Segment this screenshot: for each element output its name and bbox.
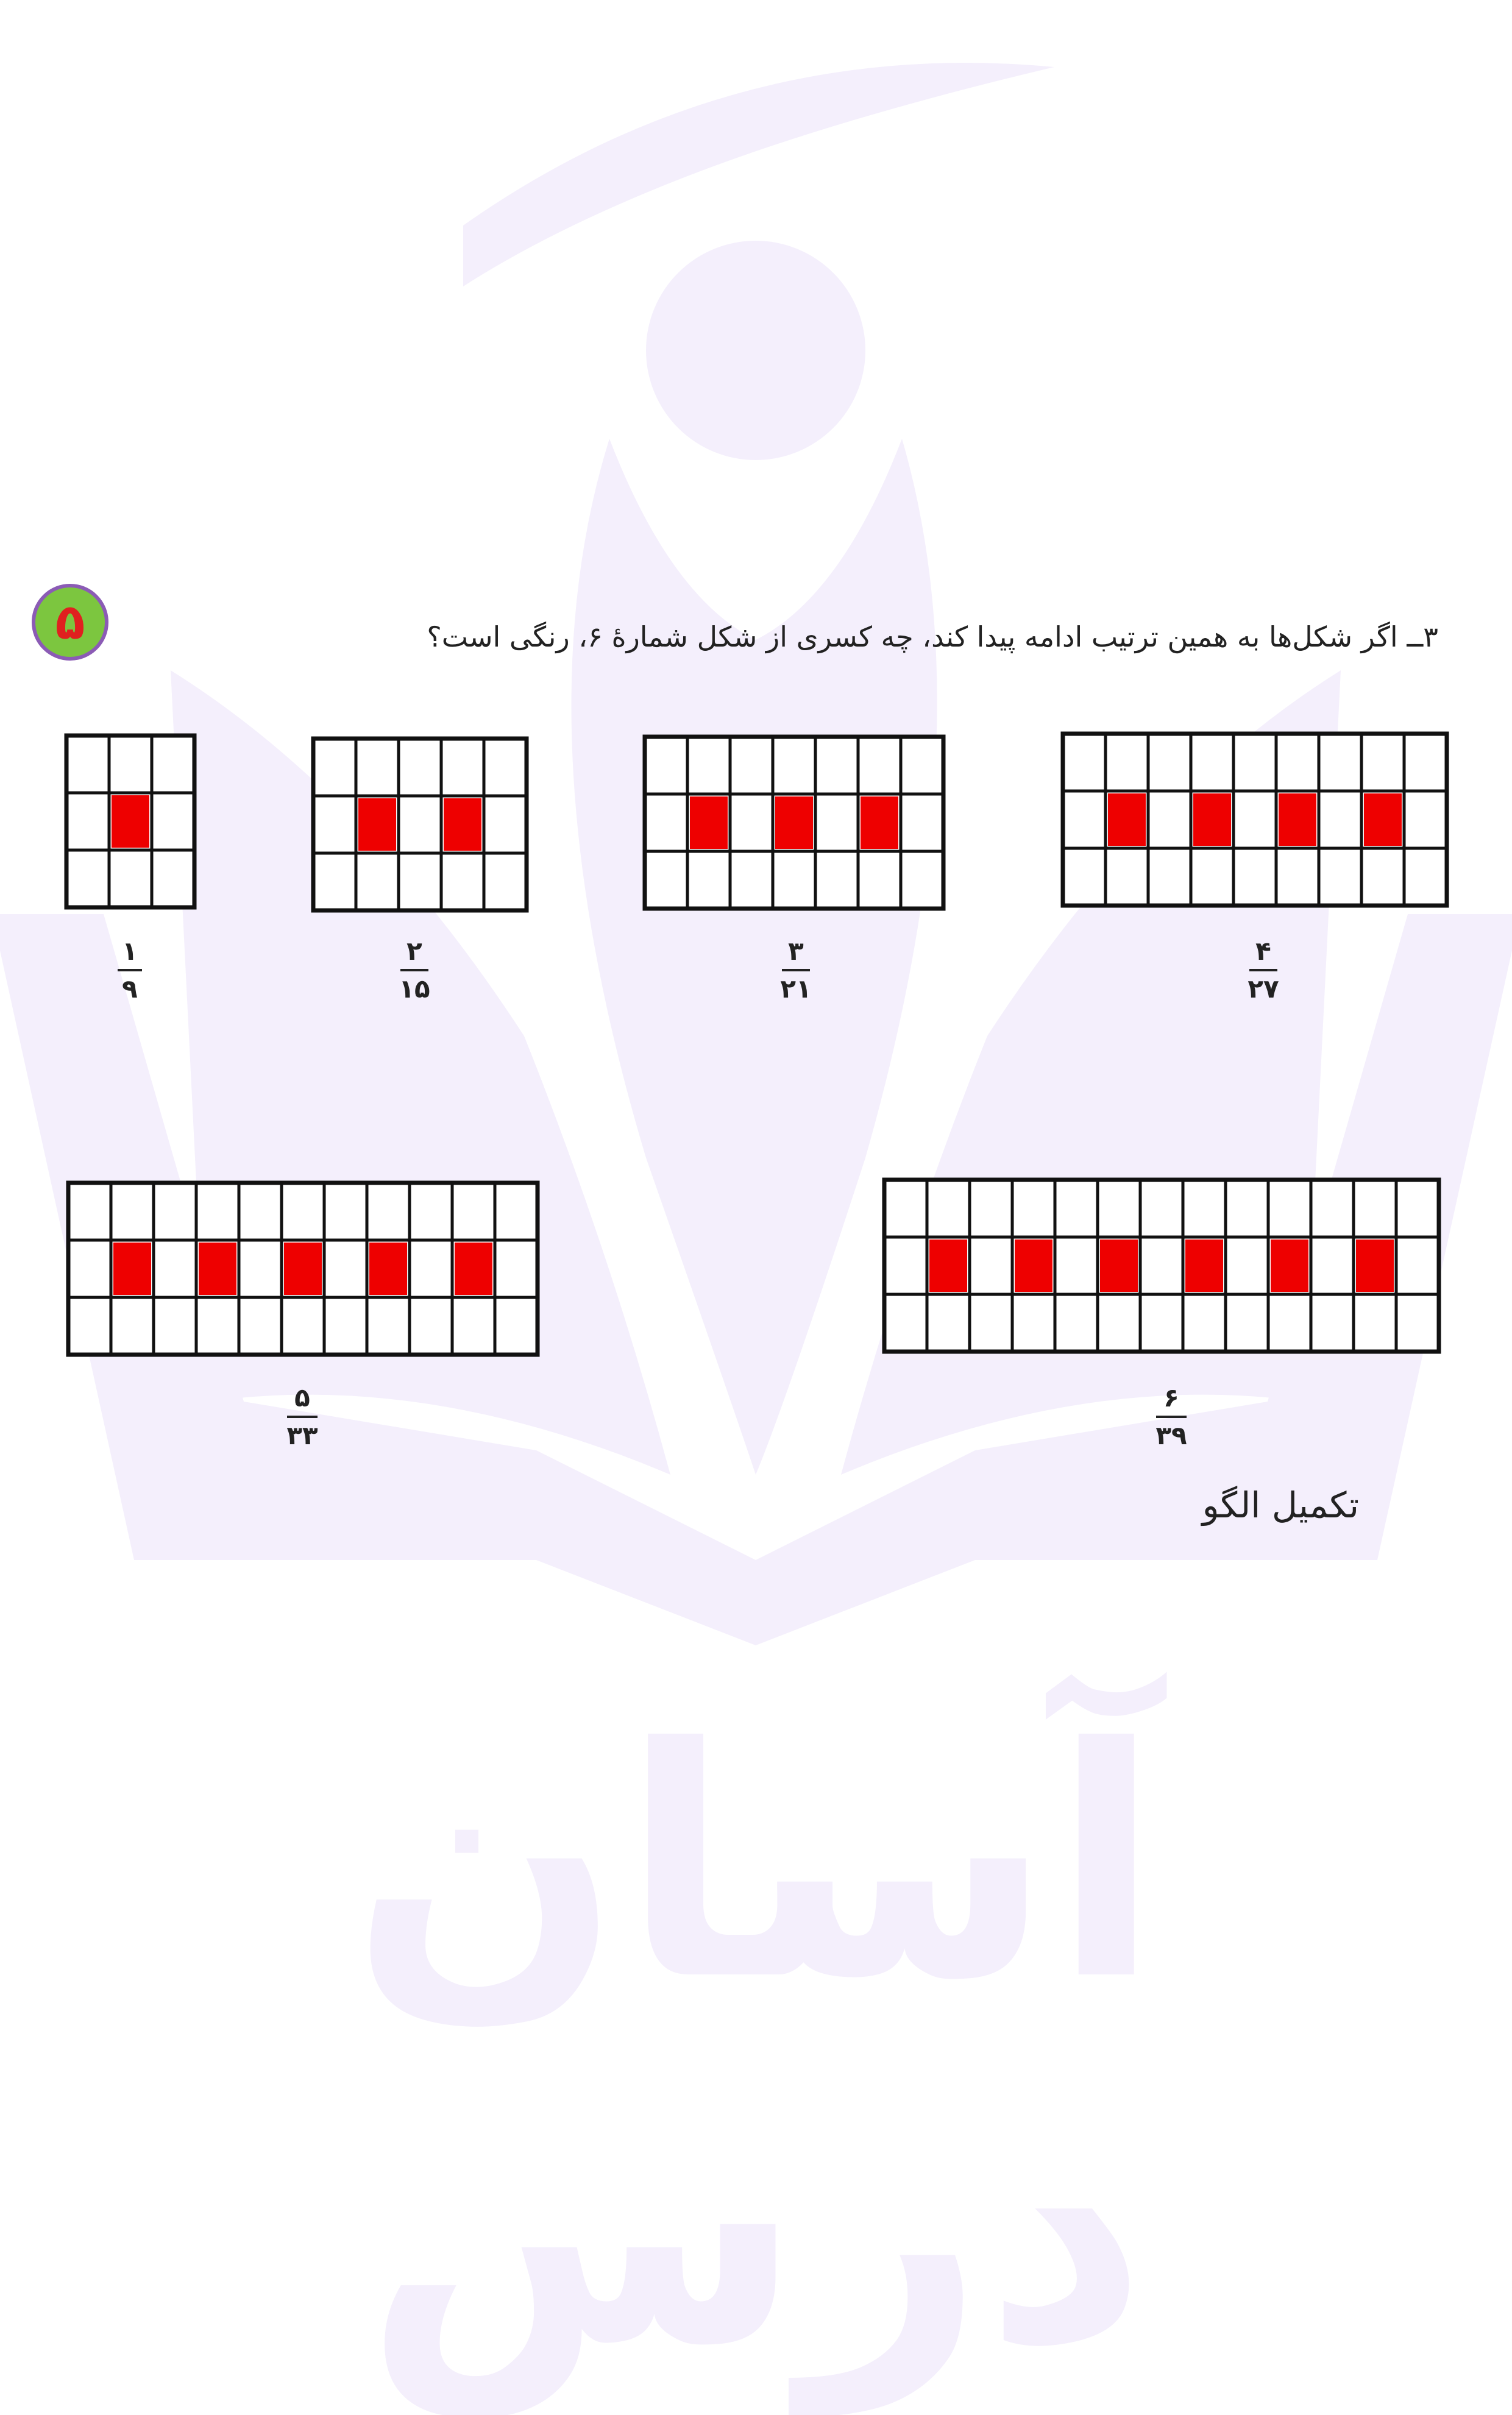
grid-cell bbox=[152, 850, 194, 907]
fraction-denominator: ۳۹ bbox=[1155, 1420, 1187, 1450]
grid-cell bbox=[815, 794, 858, 851]
grid-cell bbox=[196, 1183, 239, 1240]
figure-1-fraction bbox=[105, 935, 154, 1005]
fraction-denominator: ۹ bbox=[122, 974, 138, 1004]
grid-cell bbox=[495, 1183, 538, 1240]
grid-cell bbox=[367, 1297, 410, 1355]
grid-cell bbox=[410, 1183, 452, 1240]
figure-1-grid bbox=[64, 733, 197, 910]
grid-cell bbox=[484, 853, 527, 910]
grid-cell bbox=[111, 1183, 154, 1240]
grid-cell bbox=[152, 793, 194, 850]
shaded-cell bbox=[861, 796, 898, 849]
exercise-number: ۵ bbox=[55, 594, 85, 650]
grid-cell bbox=[1055, 1180, 1098, 1237]
grid-cell bbox=[1191, 734, 1233, 791]
grid-cell bbox=[1354, 1180, 1396, 1237]
watermark-text: آسان درس bbox=[350, 1680, 1161, 2415]
grid-cell bbox=[970, 1237, 1012, 1294]
question-text: ۳ــ اگر شکل‌ها به همین ترتیب ادامه پیدا کند، چه کسری از شکل شمارهٔ ۶، رنگی است؟ bbox=[427, 620, 1438, 653]
grid-cell bbox=[1226, 1180, 1268, 1237]
grid-cell bbox=[687, 851, 730, 909]
grid-cell bbox=[109, 736, 152, 793]
grid-cell bbox=[773, 851, 815, 909]
caption-pattern-completion: تکمیل الگو bbox=[1202, 1484, 1359, 1526]
grid-cell bbox=[1276, 848, 1319, 906]
figure-2-grid bbox=[311, 736, 529, 913]
grid-cell bbox=[1354, 1294, 1396, 1352]
grid-cell bbox=[356, 853, 399, 910]
grid-cell bbox=[1183, 1294, 1226, 1352]
grid-cell bbox=[730, 851, 773, 909]
grid-cell bbox=[884, 1237, 927, 1294]
grid-cell bbox=[970, 1180, 1012, 1237]
grid-cell bbox=[484, 739, 527, 796]
grid-cell bbox=[495, 1297, 538, 1355]
grid-cell bbox=[858, 737, 901, 794]
grid-cell bbox=[152, 736, 194, 793]
shaded-cell bbox=[690, 796, 728, 849]
fraction-numerator: ۶ bbox=[1163, 1383, 1179, 1413]
fraction-denominator: ۲۷ bbox=[1248, 974, 1279, 1004]
grid-cell bbox=[1055, 1294, 1098, 1352]
shaded-cell bbox=[358, 798, 396, 851]
grid-cell bbox=[1311, 1294, 1354, 1352]
fraction-bar bbox=[1156, 1416, 1187, 1418]
grid-cell bbox=[68, 1183, 111, 1240]
grid-cell bbox=[901, 794, 943, 851]
grid-cell bbox=[66, 793, 109, 850]
shaded-cell bbox=[1356, 1239, 1394, 1292]
exercise-number-badge bbox=[32, 584, 108, 661]
grid-cell bbox=[239, 1297, 282, 1355]
figure-6-grid bbox=[882, 1177, 1441, 1354]
grid-cell bbox=[901, 737, 943, 794]
grid-cell bbox=[1226, 1237, 1268, 1294]
figure-3-fraction bbox=[772, 935, 820, 1005]
grid-cell bbox=[1191, 848, 1233, 906]
fraction-bar bbox=[782, 969, 810, 971]
grid-cell bbox=[1319, 734, 1361, 791]
grid-cell bbox=[452, 1297, 495, 1355]
shaded-cell bbox=[112, 795, 149, 848]
grid-cell bbox=[399, 853, 441, 910]
grid-cell bbox=[1233, 791, 1276, 848]
grid-cell bbox=[901, 851, 943, 909]
shaded-cell bbox=[1364, 793, 1402, 846]
grid-cell bbox=[1311, 1237, 1354, 1294]
grid-cell bbox=[1396, 1237, 1439, 1294]
grid-cell bbox=[154, 1183, 196, 1240]
grid-cell bbox=[399, 739, 441, 796]
grid-cell bbox=[154, 1240, 196, 1297]
grid-cell bbox=[773, 737, 815, 794]
grid-cell bbox=[66, 850, 109, 907]
grid-cell bbox=[687, 737, 730, 794]
grid-cell bbox=[645, 737, 687, 794]
shaded-cell bbox=[455, 1243, 492, 1295]
grid-cell bbox=[1063, 791, 1106, 848]
fraction-denominator: ۲۱ bbox=[780, 974, 812, 1004]
shaded-cell bbox=[1100, 1239, 1138, 1292]
grid-cell bbox=[927, 1180, 970, 1237]
grid-cell bbox=[399, 796, 441, 853]
fraction-bar bbox=[287, 1416, 318, 1418]
shaded-cell bbox=[775, 796, 813, 849]
figure-5-grid bbox=[66, 1180, 540, 1357]
grid-cell bbox=[1140, 1237, 1183, 1294]
grid-cell bbox=[1319, 791, 1361, 848]
fraction-bar bbox=[400, 969, 428, 971]
grid-cell bbox=[1063, 848, 1106, 906]
grid-cell bbox=[1396, 1180, 1439, 1237]
grid-cell bbox=[970, 1294, 1012, 1352]
grid-cell bbox=[111, 1297, 154, 1355]
grid-cell bbox=[1183, 1180, 1226, 1237]
grid-cell bbox=[1226, 1294, 1268, 1352]
shaded-cell bbox=[1108, 793, 1146, 846]
figure-2-fraction bbox=[390, 935, 439, 1005]
grid-cell bbox=[645, 851, 687, 909]
grid-cell bbox=[1012, 1294, 1055, 1352]
grid-cell bbox=[1268, 1294, 1311, 1352]
grid-cell bbox=[1012, 1180, 1055, 1237]
grid-cell bbox=[239, 1183, 282, 1240]
figure-6-fraction bbox=[1147, 1381, 1196, 1452]
grid-cell bbox=[109, 850, 152, 907]
grid-cell bbox=[410, 1297, 452, 1355]
grid-cell bbox=[1233, 734, 1276, 791]
figure-4-grid bbox=[1060, 731, 1449, 908]
grid-cell bbox=[1106, 848, 1148, 906]
shaded-cell bbox=[444, 798, 481, 851]
grid-cell bbox=[324, 1297, 367, 1355]
grid-cell bbox=[730, 794, 773, 851]
grid-cell bbox=[1268, 1180, 1311, 1237]
grid-cell bbox=[313, 796, 356, 853]
grid-cell bbox=[1311, 1180, 1354, 1237]
grid-cell bbox=[68, 1297, 111, 1355]
grid-cell bbox=[645, 794, 687, 851]
grid-cell bbox=[239, 1240, 282, 1297]
fraction-bar bbox=[118, 969, 142, 971]
shaded-cell bbox=[1193, 793, 1231, 846]
grid-cell bbox=[815, 851, 858, 909]
fraction-denominator: ۳۳ bbox=[286, 1420, 318, 1450]
grid-cell bbox=[1140, 1294, 1183, 1352]
grid-cell bbox=[1233, 848, 1276, 906]
shaded-cell bbox=[369, 1243, 407, 1295]
grid-cell bbox=[324, 1240, 367, 1297]
grid-cell bbox=[884, 1180, 927, 1237]
grid-cell bbox=[410, 1240, 452, 1297]
shaded-cell bbox=[1185, 1239, 1223, 1292]
grid-cell bbox=[1404, 848, 1447, 906]
grid-cell bbox=[815, 737, 858, 794]
shaded-cell bbox=[929, 1239, 967, 1292]
grid-cell bbox=[356, 739, 399, 796]
shaded-cell bbox=[113, 1243, 151, 1295]
grid-cell bbox=[282, 1183, 324, 1240]
shaded-cell bbox=[284, 1243, 322, 1295]
grid-cell bbox=[1404, 734, 1447, 791]
figure-5-fraction bbox=[278, 1381, 327, 1452]
grid-cell bbox=[441, 739, 484, 796]
figure-3-grid bbox=[642, 734, 946, 911]
grid-cell bbox=[452, 1183, 495, 1240]
shaded-cell bbox=[199, 1243, 236, 1295]
fraction-bar bbox=[1249, 969, 1277, 971]
shaded-cell bbox=[1015, 1239, 1052, 1292]
grid-cell bbox=[1063, 734, 1106, 791]
fraction-numerator: ۳ bbox=[788, 936, 804, 966]
grid-cell bbox=[1098, 1294, 1140, 1352]
grid-cell bbox=[858, 851, 901, 909]
grid-cell bbox=[367, 1183, 410, 1240]
grid-cell bbox=[495, 1240, 538, 1297]
shaded-cell bbox=[1279, 793, 1316, 846]
fraction-numerator: ۴ bbox=[1255, 936, 1271, 966]
grid-cell bbox=[441, 853, 484, 910]
grid-cell bbox=[730, 737, 773, 794]
grid-cell bbox=[1148, 734, 1191, 791]
grid-cell bbox=[1361, 734, 1404, 791]
grid-cell bbox=[313, 739, 356, 796]
grid-cell bbox=[68, 1240, 111, 1297]
grid-cell bbox=[324, 1183, 367, 1240]
grid-cell bbox=[927, 1294, 970, 1352]
fraction-denominator: ۱۵ bbox=[399, 974, 430, 1004]
grid-cell bbox=[313, 853, 356, 910]
fraction-numerator: ۱ bbox=[122, 936, 138, 966]
grid-cell bbox=[1106, 734, 1148, 791]
grid-cell bbox=[154, 1297, 196, 1355]
grid-cell bbox=[1055, 1237, 1098, 1294]
grid-cell bbox=[1276, 734, 1319, 791]
grid-cell bbox=[1098, 1180, 1140, 1237]
grid-cell bbox=[1396, 1294, 1439, 1352]
shaded-cell bbox=[1271, 1239, 1308, 1292]
grid-cell bbox=[1404, 791, 1447, 848]
grid-cell bbox=[1361, 848, 1404, 906]
fraction-numerator: ۵ bbox=[294, 1383, 310, 1413]
figure-4-fraction bbox=[1239, 935, 1288, 1005]
grid-cell bbox=[66, 736, 109, 793]
grid-cell bbox=[282, 1297, 324, 1355]
grid-cell bbox=[484, 796, 527, 853]
fraction-numerator: ۲ bbox=[406, 936, 422, 966]
grid-cell bbox=[1148, 848, 1191, 906]
grid-cell bbox=[196, 1297, 239, 1355]
grid-cell bbox=[884, 1294, 927, 1352]
grid-cell bbox=[1140, 1180, 1183, 1237]
grid-cell bbox=[1148, 791, 1191, 848]
grid-cell bbox=[1319, 848, 1361, 906]
